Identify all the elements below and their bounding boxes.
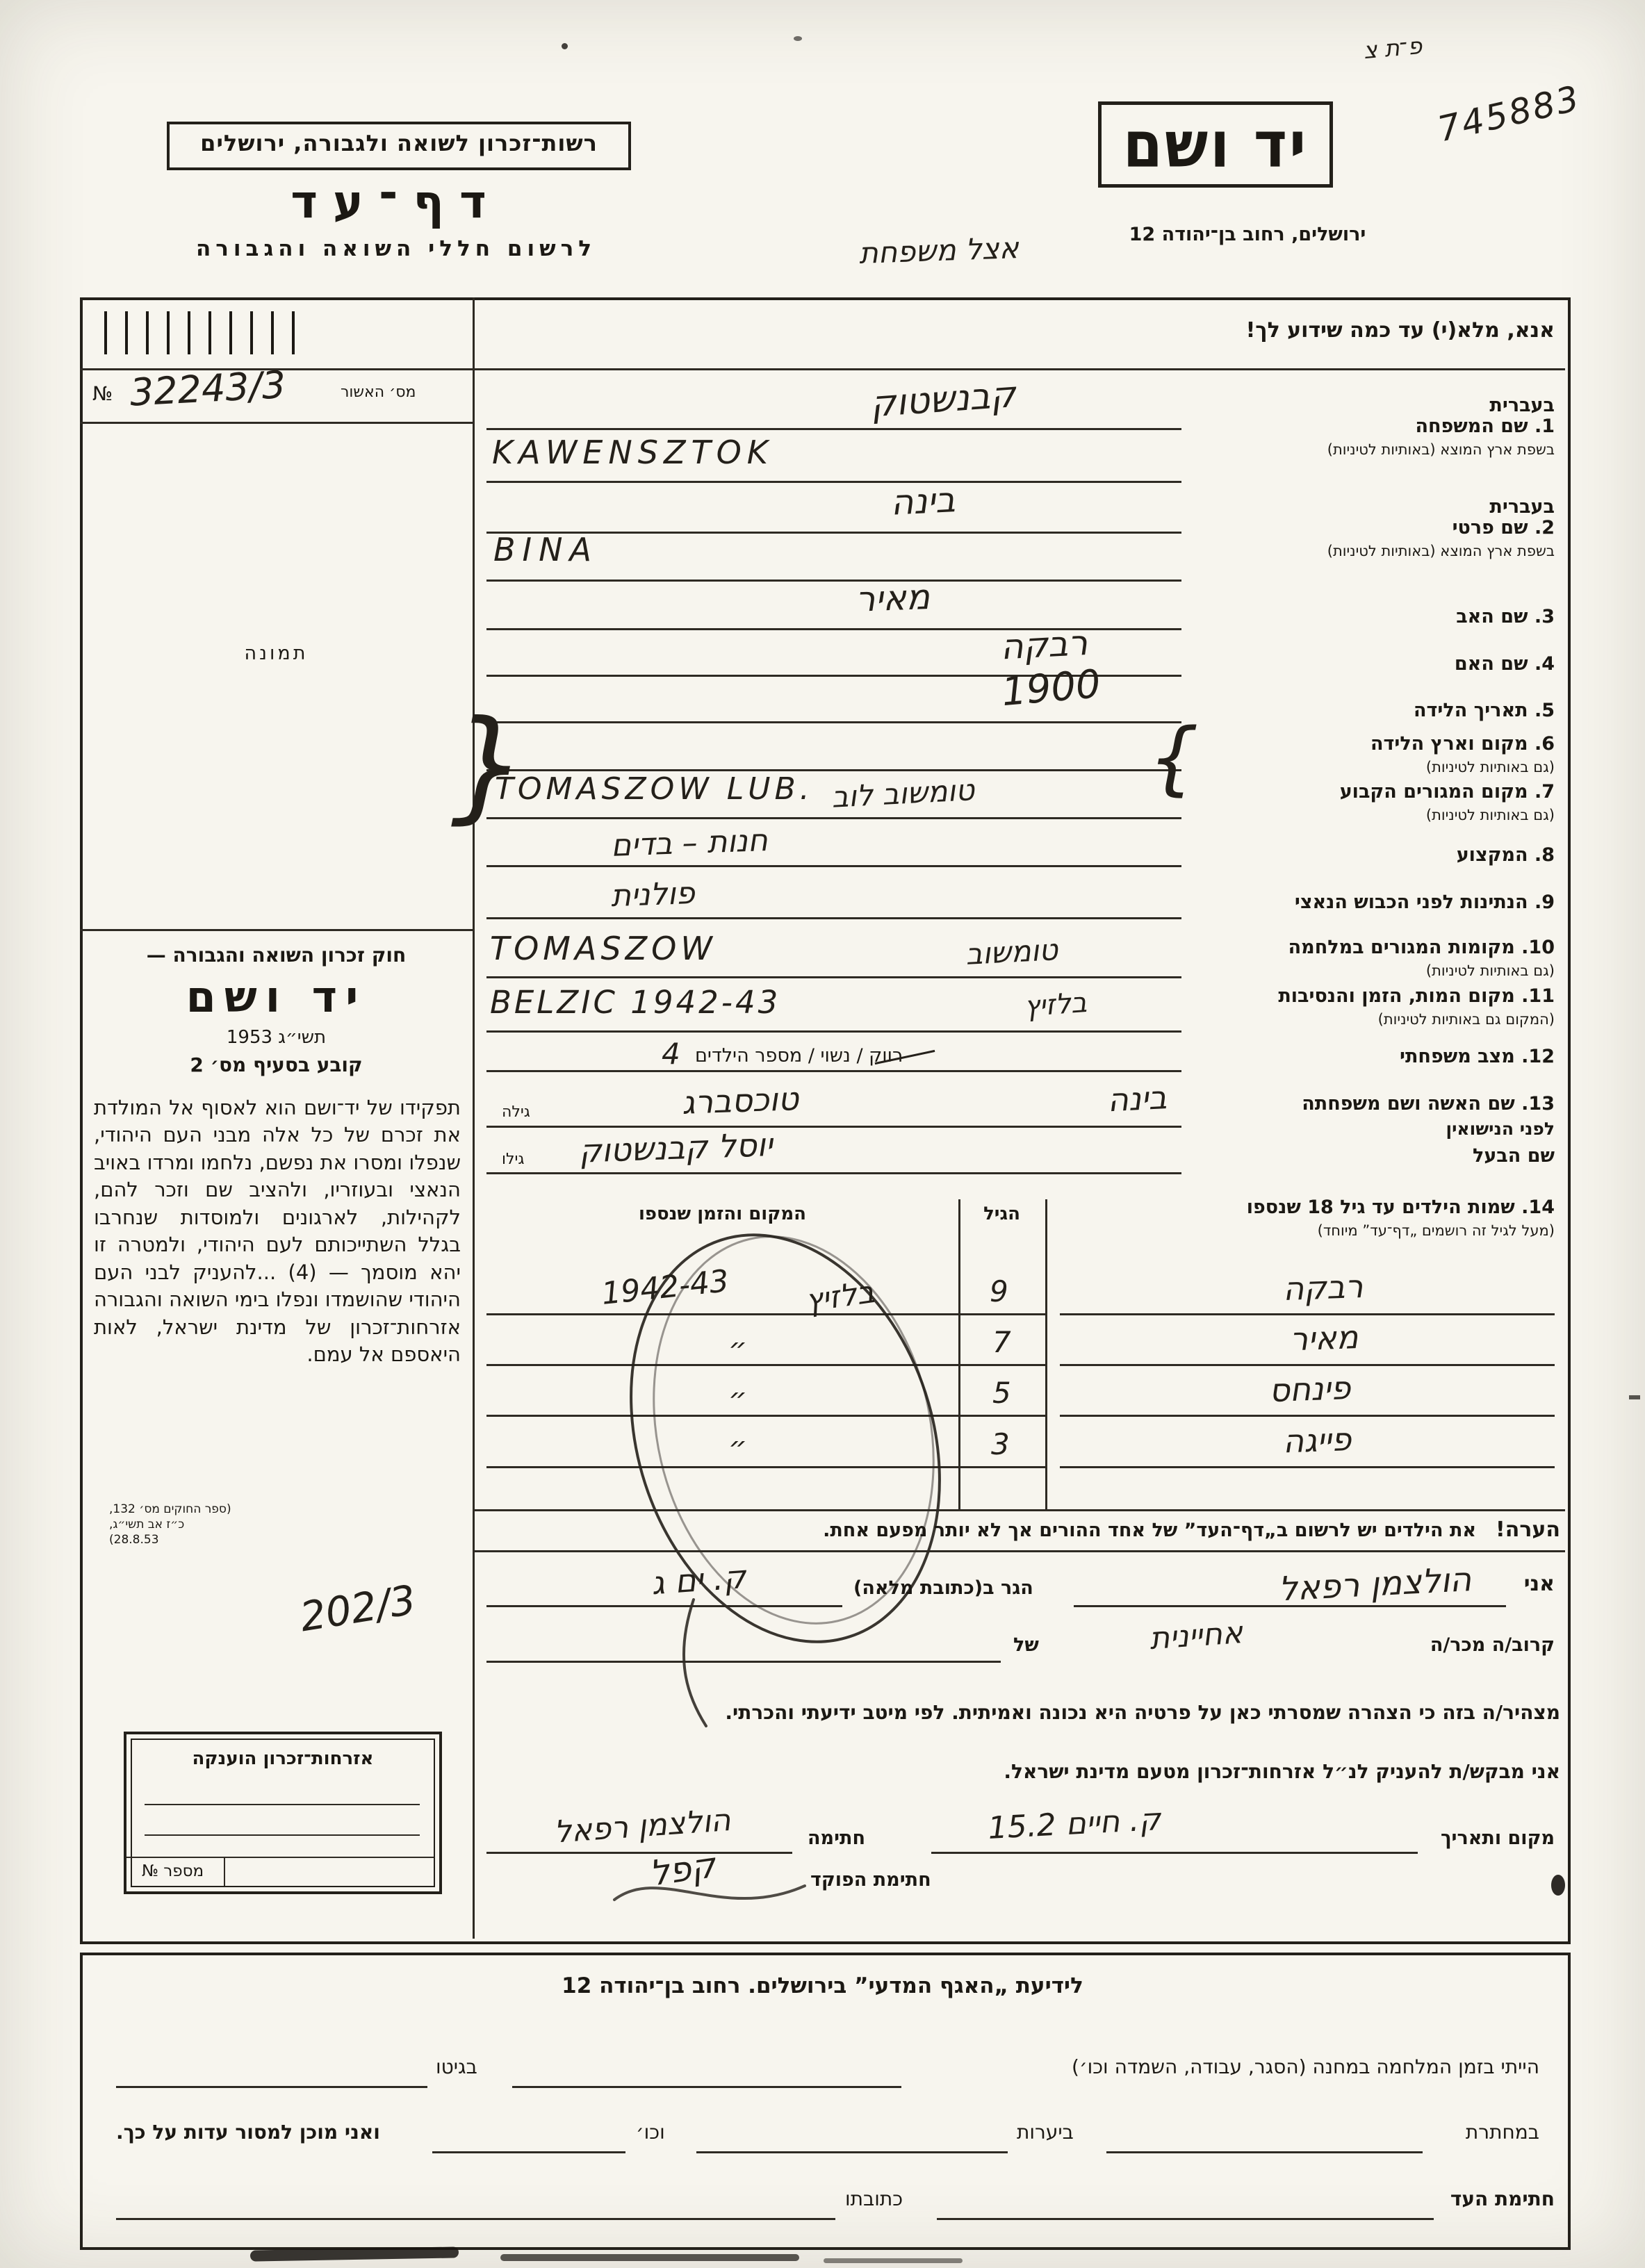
field-label-first-name-sub: בשפת ארץ המוצא (באותיות לטיניות)	[1327, 542, 1555, 559]
writing-line-war-residences	[486, 976, 1181, 978]
office-address: ירושלים, רחוב בן־יהודה 12	[1129, 224, 1366, 245]
field-label-children-sub: (מעל לגיל זה רושמים „דף־עד” מיוחד)	[1317, 1222, 1555, 1239]
note-text: את הילדים יש לרשום ב„דף־העד” של אחד ההורים אך לא יותר מפעם אחת.	[823, 1520, 1477, 1541]
handwritten-brace-right: }	[1148, 712, 1200, 805]
field-label-birth-date: 5. תאריך הלידה	[1413, 700, 1555, 721]
approval-number-label: מס׳ האשור	[341, 384, 416, 401]
handwritten-child-name-4: פייגה	[1282, 1420, 1352, 1461]
law-footnote-line1: (ספר החוקים מס׳ 132,	[109, 1502, 231, 1516]
law-text: תפקידו של יד־ושם הוא לאסוף אל המולדת את זכרם של כל אלה מבני העם היהודי, שנפלו ומסרו את נפשם, נלחמו ומרדו באויב הנאצי ובעוזריו, ולהציב שם וזכר להם, לקהילות, לארגונים ולמוסדות שנחרבו בגלל השתייכותם לעם היהודי, ולמטרה זו יהא מוסמך — (4) ...להעניק לבני העם היהודי שהושמדו ונפלו בימי השואה והגבורה אזרחות־זכרון של מדינת ישראל, לאות היאספם אל עמם.	[93, 1096, 461, 1366]
children-name-line	[1060, 1415, 1555, 1417]
field-label-family-name-sub: בשפת ארץ המוצא (באותיות לטיניות)	[1327, 441, 1555, 458]
note-row-top-border	[473, 1509, 1565, 1511]
handwritten-war-residence-he: טומשוב	[965, 932, 1059, 971]
law-title-line3: קובע בסעיף מס׳ 2	[190, 1053, 363, 1076]
photo-placeholder-label: תמונה	[244, 643, 309, 664]
approval-number-sign: №	[92, 382, 113, 405]
field-label-first-name-text: 2. שם פרטי	[1452, 517, 1555, 539]
handwritten-child-age-3: 5	[992, 1376, 1011, 1410]
writing-line-profession	[486, 865, 1181, 867]
children-note-row	[486, 1518, 1560, 1542]
witness-forests-line	[696, 2151, 1008, 2153]
law-title-line2: תשי״ג 1953	[226, 1027, 327, 1048]
handwritten-child-name-1: רבקה	[1282, 1267, 1364, 1308]
handwritten-place-date: ק. חיים 15.2	[987, 1802, 1162, 1846]
handwritten-file-number: 202/3	[297, 1576, 419, 1641]
handwritten-residence-lat: TOMASZOW LUB.	[495, 771, 814, 807]
children-col-place-header: המקום והזמן שנספו	[638, 1203, 807, 1224]
handwritten-ditto-mark: ״	[728, 1381, 748, 1415]
field-label-birth-place-sub: (גם באותיות לטיניות)	[1425, 758, 1555, 775]
witness-ready-to-testify-label: ואני מוכן למסור עדות על כך.	[116, 2121, 380, 2144]
witness-etc-line	[432, 2151, 625, 2153]
witness-ghetto-line	[116, 2086, 427, 2088]
org-name-box	[167, 122, 631, 170]
fill-in-instruction: אנא, מלא(י) עד כמה שידוע לך!	[1245, 318, 1555, 343]
field-label-children	[1247, 1197, 1555, 1240]
handwritten-mother-name: רבקה	[999, 623, 1089, 668]
field-label-family-name-text: 1. שם המשפחה	[1415, 416, 1555, 437]
scan-speck	[794, 36, 802, 41]
law-title-line1: חוק זכרון השואה והגבורה —	[146, 944, 407, 967]
children-name-line	[1060, 1313, 1555, 1315]
scan-smudge	[500, 2254, 799, 2261]
field-label-birth-place	[1370, 733, 1555, 776]
witness-section-title: לידיעת „האגף המדעי” בירושלים. רחוב בן־יהודה 12	[562, 1973, 1083, 1998]
children-name-line	[1060, 1364, 1555, 1366]
field-label-permanent-residence-sub: (גם באותיות לטיניות)	[1425, 806, 1555, 823]
memorial-citizenship-title: אזרחות־זכרון הוענקה	[192, 1748, 374, 1769]
scan-edge-mark	[1629, 1395, 1640, 1399]
approval-row-divider	[80, 422, 473, 424]
note-row-bottom-border	[473, 1550, 1565, 1552]
memorial-citizenship-number-label: מספר №	[142, 1862, 204, 1880]
pen-circle-scribble	[591, 1209, 1077, 1751]
children-col-age-header: הגיל	[983, 1203, 1020, 1224]
handwritten-clerk-signature: קפל	[646, 1845, 719, 1894]
handwritten-profession: חנות – בדים	[610, 823, 769, 864]
handwritten-relation: אחיינית	[1148, 1615, 1244, 1657]
field-label-hebrew-2: בעברית	[1489, 496, 1555, 518]
children-name-line	[1060, 1466, 1555, 1468]
handwritten-children-place-date: 1942-43	[600, 1263, 731, 1312]
of-label: של	[1013, 1634, 1039, 1656]
writing-line-family-he	[486, 428, 1181, 430]
writing-line-nationality	[486, 917, 1181, 919]
handwritten-death-place-lat: BELZIC 1942-43	[490, 984, 781, 1021]
field-label-death-place-text: 11. מקום המות, הזמן והנסיבות	[1278, 985, 1555, 1007]
field-label-war-residences	[1288, 937, 1555, 980]
form-title: דף־עד	[290, 175, 502, 229]
handwritten-serial-number: 745883	[1434, 78, 1585, 150]
field-label-children-text: 14. שמות הילדים עד גיל 18 שנספו	[1246, 1197, 1555, 1218]
marital-status-options: רווק / נשוי / מספר הילדים	[695, 1045, 903, 1067]
field-label-father-name: 3. שם האב	[1456, 606, 1555, 627]
witness-camp-label: הייתי בזמן המלחמה במחנה (הסגר, עבודה, השמדה וכו׳)	[1072, 2055, 1539, 2078]
witness-forests-label: ביערות	[1017, 2121, 1074, 2144]
relation-of-line	[486, 1661, 1001, 1663]
handwritten-children-place-circled: בלזיץ	[803, 1274, 877, 1320]
handwritten-children-count: 4	[662, 1037, 680, 1071]
left-column-divider	[473, 297, 475, 1939]
field-label-permanent-residence-text: 7. מקום המגורים הקבוע	[1339, 781, 1555, 803]
witness-camp-line	[512, 2086, 901, 2088]
field-label-death-place	[1278, 985, 1555, 1028]
handwritten-ditto-mark: ״	[728, 1430, 748, 1464]
citizenship-blank-line	[145, 1804, 420, 1805]
field-label-mother-name: 4. שם האם	[1454, 653, 1555, 675]
handwritten-wife-maiden-name: טוכסברג	[681, 1080, 799, 1121]
handwritten-war-residence-lat: TOMASZOW	[490, 930, 717, 967]
handwritten-first-name-lat: BINA	[493, 531, 599, 568]
law-footnote-line3: 28.8.53)	[109, 1533, 159, 1547]
place-date-line	[931, 1852, 1418, 1854]
citizenship-blank-line	[145, 1834, 420, 1836]
writing-line-first-lat	[486, 580, 1181, 582]
citizenship-bottom-cell-divider	[224, 1857, 225, 1886]
field-label-marital-status: 12. מצב משפחתי	[1400, 1046, 1555, 1067]
memorial-citizenship-box	[124, 1732, 442, 1894]
clerk-signature-label: חתימת הפוקד	[810, 1869, 931, 1891]
witness-etc-label: וכו׳	[636, 2121, 665, 2144]
place-date-label: מקום ותאריך	[1440, 1827, 1555, 1849]
handwritten-family-name-lat: KAWENSZTOK	[492, 434, 774, 471]
handwritten-child-age-1: 9	[990, 1274, 1008, 1308]
handwritten-first-name-he: בינה	[890, 479, 956, 523]
field-label-death-place-sub: (המקום גם באותיות לטיניות)	[1377, 1010, 1555, 1028]
handwritten-wife-first-name: בינה	[1106, 1078, 1168, 1119]
handwritten-child-name-3: פינחס	[1268, 1369, 1352, 1410]
scan-smudge	[824, 2258, 963, 2263]
photo-area-divider	[80, 929, 473, 931]
handwritten-family-name-he: קבנשטוק	[869, 374, 1017, 426]
citizenship-request-statement: אני מבקש/ת להעניק לנ״ל אזרחות־זכרון מטעם מדינת ישראל.	[1004, 1760, 1560, 1783]
field-label-war-residences-text: 10. מקומות המגורים במלחמה	[1288, 937, 1555, 958]
witness-signature-line	[937, 2218, 1434, 2220]
registrar-tick-marks	[104, 311, 295, 354]
handwritten-declarant-name: הולצמן רפאל	[1277, 1560, 1473, 1609]
org-name: רשות־זכרון לשואה ולגבורה, ירושלים	[200, 130, 598, 156]
handwritten-birth-date: 1900	[999, 662, 1103, 716]
field-label-family-name	[1327, 416, 1555, 459]
handwritten-husband-name: יוסל קבנשטוק	[578, 1126, 774, 1170]
field-label-first-name	[1327, 517, 1555, 560]
clerk-signature-flourish	[605, 1869, 813, 1925]
note-label: הערה!	[1496, 1518, 1560, 1542]
handwritten-child-age-4: 3	[991, 1427, 1010, 1461]
handwritten-address-note: אצל משפחת	[858, 231, 1020, 270]
handwritten-father-name: מאיר	[855, 577, 931, 620]
witness-address-line	[116, 2218, 835, 2220]
declaration-statement: מצהיר/ה בזה כי הצהרה שמסרתי כאן על פרטיה היא נכונה ואמיתית. לפי מיטב ידיעתי והכרתי.	[725, 1701, 1560, 1724]
declarant-name-line	[1074, 1605, 1506, 1607]
writing-line-wife	[486, 1126, 1181, 1128]
form-subtitle: לרשום חללי השואה והגבורה	[195, 236, 597, 261]
handwritten-ditto-mark: ״	[728, 1331, 748, 1365]
signature-line	[486, 1852, 792, 1854]
witness-address-label: כתובתו	[845, 2187, 903, 2210]
yad-vashem-logo	[1098, 101, 1333, 188]
field-label-profession: 8. המקצוע	[1456, 844, 1555, 866]
field-label-wife-name-text2: לפני הנישואין	[1446, 1118, 1555, 1139]
citizenship-bottom-divider	[126, 1857, 434, 1858]
residing-at-label: הגר ב(כתובת מלאה)	[853, 1577, 1033, 1599]
law-yad-vashem-logo-text: יד ושם	[186, 971, 367, 1022]
writing-line-death-place	[486, 1030, 1181, 1033]
signature-label: חתימה	[808, 1827, 866, 1849]
field-label-husband-name: שם הבעל	[1472, 1145, 1555, 1167]
witness-underground-label: במחתרת	[1465, 2121, 1539, 2144]
handwritten-declarant-address: ק. ים ג	[650, 1558, 748, 1602]
field-label-permanent-residence	[1340, 781, 1555, 824]
handwritten-child-name-2: מאיר	[1289, 1318, 1359, 1358]
field-label-wife-name-text: 13. שם האשה ושם משפחתה	[1302, 1093, 1555, 1115]
declarant-i-label: אני	[1523, 1572, 1555, 1596]
wife-age-label: גילה	[502, 1103, 530, 1121]
writing-line-residence	[486, 817, 1181, 819]
handwritten-residence-he: טומשוב לוב	[830, 773, 976, 814]
relative-label: קרוב/ה מכר/ה	[1430, 1634, 1555, 1656]
field-label-nationality: 9. הנתינות לפני הכבוש הנאצי	[1294, 891, 1555, 913]
scan-ink-blob	[1551, 1875, 1565, 1896]
law-footnote-line2: כ״ז אב תשי״ג,	[109, 1518, 185, 1531]
handwritten-nationality: פולנית	[610, 876, 696, 914]
handwritten-approval-number: 32243/3	[129, 363, 287, 415]
field-label-wife-name	[1302, 1093, 1555, 1139]
handwritten-brace-left: {	[450, 695, 528, 836]
handwritten-death-place-he: בלזיץ	[1023, 987, 1088, 1024]
field-label-hebrew-1: בעברית	[1489, 395, 1555, 416]
field-label-birth-place-text: 6. מקום וארץ הלידה	[1370, 733, 1555, 755]
handwritten-signature: הולצמן רפאל	[553, 1802, 733, 1850]
witness-signature-label: חתימת העד	[1450, 2187, 1555, 2210]
field-label-war-residences-sub: (גם באותיות לטיניות)	[1425, 962, 1555, 979]
husband-age-label: גילו	[502, 1151, 525, 1168]
writing-line-birth-date	[486, 721, 1181, 723]
yad-vashem-logo-text: יד ושם	[1122, 107, 1309, 182]
writing-line-marital	[486, 1070, 1181, 1072]
witness-underground-line	[1106, 2151, 1423, 2153]
writing-line-husband	[486, 1172, 1181, 1174]
writing-line-family-lat	[486, 481, 1181, 483]
header-row-divider	[80, 368, 1565, 370]
handwritten-corner-mark: פ־ת צ	[1362, 32, 1423, 65]
handwritten-child-age-2: 7	[992, 1325, 1011, 1359]
scan-speck	[562, 43, 568, 49]
declarant-address-line	[486, 1605, 842, 1607]
witness-ghetto-label: בגיטו	[436, 2055, 477, 2078]
